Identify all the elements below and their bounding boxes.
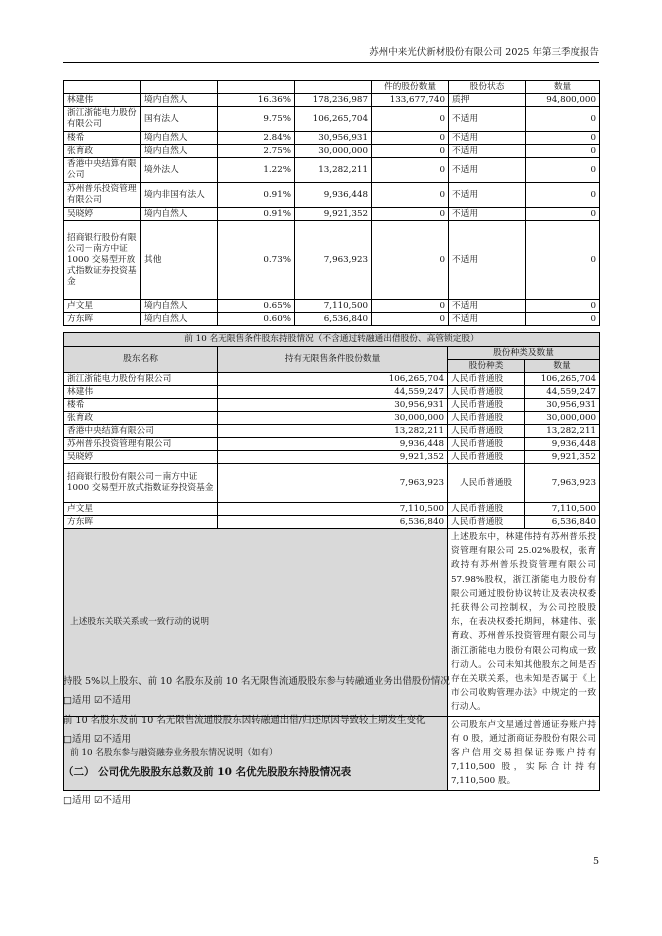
table-title: 前 10 名无限售条件股东持股情况（不含通过转融通出借股份、高管锁定股）: [64, 333, 600, 347]
change-applicability: □适用 ☑不适用: [63, 734, 132, 745]
table-row: 张育政 境内自然人 2.75% 30,000,000 0 不适用 0: [64, 145, 600, 158]
col-holder-name: 股东名称: [64, 347, 218, 373]
preferred-shares-applicability: □适用 ☑不适用: [63, 795, 132, 806]
table-row: 吴晓婷 境内自然人 0.91% 9,921,352 0 不适用 0: [64, 208, 600, 221]
col-restricted-shares: 件的股份数量: [372, 81, 449, 94]
lending-applicability: □适用 ☑不适用: [63, 695, 132, 706]
col-share-kind-group: 股份种类及数量: [448, 347, 600, 360]
table-row: 浙江浙能电力股份有限公司 106,265,704 人民币普通股 106,265,704: [64, 373, 600, 386]
col-pledge-status: 股份状态: [449, 81, 526, 94]
page-header: [63, 44, 599, 63]
table-row: 楼希 境内自然人 2.84% 30,956,931 0 不适用 0: [64, 132, 600, 145]
top10-shareholders-table: [63, 80, 600, 326]
table-row: 楼希 30,956,931 人民币普通股 30,956,931: [64, 399, 600, 412]
change-note: 前 10 名股东及前 10 名无限售流通股股东因转融通出借/归还原因导致较上期发生变化: [63, 715, 426, 726]
table-row: 香港中央结算有限公司 13,282,211 人民币普通股 13,282,211: [64, 425, 600, 438]
preferred-shares-heading: （二） 公司优先股股东总数及前 10 名优先股股东持股情况表: [63, 766, 352, 778]
col-unrestricted-qty: 持有无限售条件股份数量: [218, 347, 448, 373]
table-row: 招商银行股份有限公司－南方中证 1000 交易型开放式指数证券投资基金 其他 0.73% 7,963,923 0 不适用 0: [64, 221, 600, 300]
header-title: 苏州中来光伏新材股份有限公司 2025 年第三季度报告: [369, 47, 599, 58]
table-row: 招商银行股份有限公司－南方中证 1000 交易型开放式指数证券投资基金 7,963,923 人民币普通股 7,963,923: [64, 464, 600, 503]
table-row: 方东晖 境内自然人 0.60% 6,536,840 0 不适用 0: [64, 313, 600, 326]
table-row: 卢文星 7,110,500 人民币普通股 7,110,500: [64, 503, 600, 516]
table-row: 方东晖 6,536,840 人民币普通股 6,536,840: [64, 516, 600, 529]
page-number: 5: [592, 856, 599, 867]
col-share-qty: 数量: [525, 360, 600, 373]
table-row: 林建伟 境内自然人 16.36% 178,236,987 133,677,740 质押 94,800,000: [64, 94, 600, 107]
table-row: 林建伟 44,559,247 人民币普通股 44,559,247: [64, 386, 600, 399]
col-pledge-qty: 数量: [526, 81, 600, 94]
related-party-text: 上述股东中，林建伟持有苏州普乐投资管理有限公司 25.02%股权，张育政持有苏州普乐投资管理有限公司 57.98%股权，浙江浙能电力股份有限公司通过股份协议转让及表决权委托获得公司控制权，为公司控股股东，在表决权委托期间，林建伟、张育政、苏州普乐投资管理有限公司与浙江浙能电力股份有限公司构成一致行动人。公司未知其他股东之间是否存在关联关系，也未知是否属于《上市公司收购管理办法》中规定的一致行动人。: [448, 529, 600, 717]
col-share-kind: 股份种类: [448, 360, 525, 373]
margin-trading-label: 前 10 名股东参与融资融券业务股东情况说明（如有）: [64, 716, 448, 790]
related-party-label: 上述股东关联关系或一致行动的说明: [64, 529, 448, 717]
table-row: 吴晓婷 9,921,352 人民币普通股 9,921,352: [64, 451, 600, 464]
table-row: 浙江浙能电力股份有限公司 国有法人 9.75% 106,265,704 0 不适用 0: [64, 107, 600, 132]
table-row: 卢文星 境内自然人 0.65% 7,110,500 0 不适用 0: [64, 300, 600, 313]
table-row: 苏州普乐投资管理有限公司 9,936,448 人民币普通股 9,936,448: [64, 438, 600, 451]
table-row: 香港中央结算有限公司 境外法人 1.22% 13,282,211 0 不适用 0: [64, 158, 600, 183]
table-row: 苏州普乐投资管理有限公司 境内非国有法人 0.91% 9,936,448 0 不适用 0: [64, 183, 600, 208]
margin-trading-text: 公司股东卢文星通过普通证券账户持有 0 股，通过浙商证券股份有限公司客户信用交易担保证券账户持有 7,110,500 股，实际合计持有 7,110,500 股。: [448, 716, 600, 790]
lending-note: 持股 5%以上股东、前 10 名股东及前 10 名无限售流通股股东参与转融通业务出借股份情况: [63, 676, 450, 687]
table-row: 张育政 30,000,000 人民币普通股 30,000,000: [64, 412, 600, 425]
